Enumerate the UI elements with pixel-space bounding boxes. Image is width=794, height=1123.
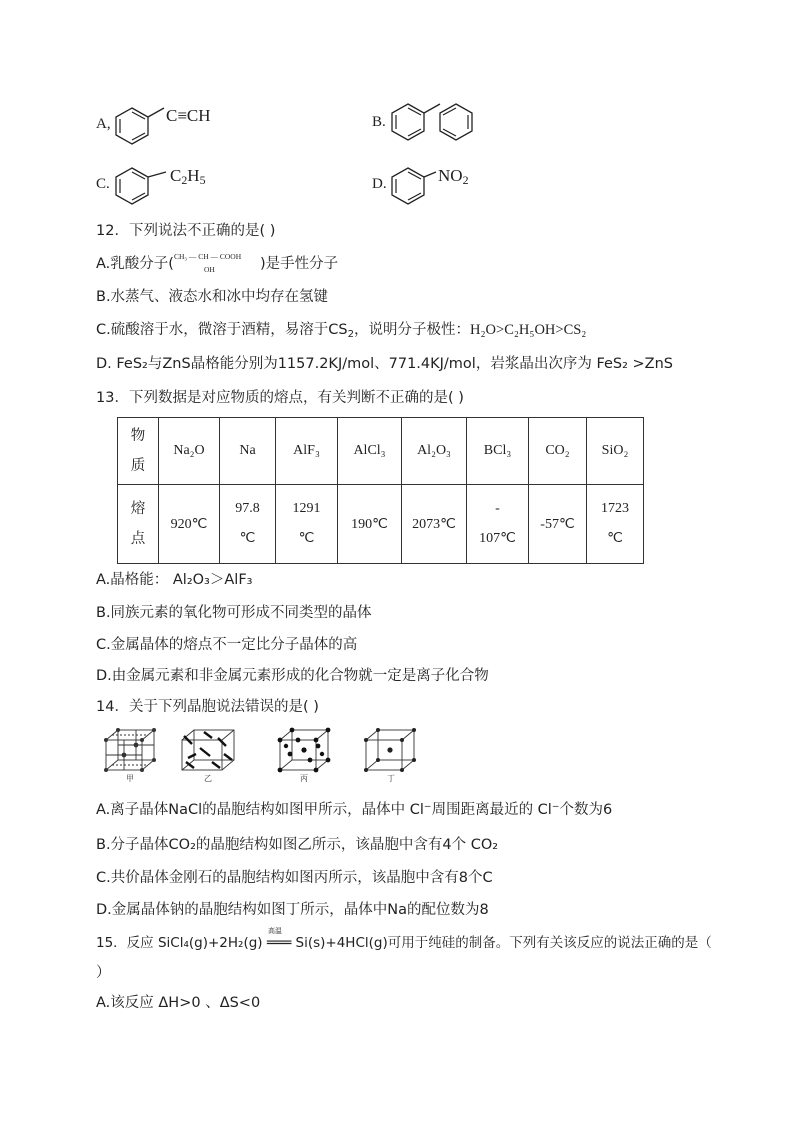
q12-option-b: B.水蒸气、液态水和冰中均存在氢键 bbox=[96, 289, 329, 305]
ethyl-label: $C_2H_5$ bbox=[170, 166, 206, 187]
table-cell: 190℃ bbox=[338, 485, 402, 564]
table-cell: 1291 ℃ bbox=[276, 485, 338, 564]
figure-label-ding: 丁 bbox=[387, 774, 395, 783]
table-cell: 920℃ bbox=[159, 485, 220, 564]
nacl-cell bbox=[106, 730, 154, 770]
q13-stem: 13．下列数据是对应物质的熔点，有关判断不正确的是( ) bbox=[96, 390, 464, 406]
table-cell: 1723 ℃ bbox=[587, 485, 644, 564]
table-cell: AlCl₃ bbox=[338, 418, 402, 485]
nitro-label: $NO_2$ bbox=[438, 166, 469, 187]
table-cell: Na bbox=[220, 418, 276, 485]
table-cell: - 107℃ bbox=[467, 485, 529, 564]
crystal-cells-figure bbox=[100, 724, 440, 784]
table-cell: 97.8 ℃ bbox=[220, 485, 276, 564]
q14-option-d: D.金属晶体钠的晶胞结构如图丁所示，晶体中Na的配位数为8 bbox=[96, 902, 489, 918]
q15-option-a: A.该反应 ΔH>0 、ΔS<0 bbox=[96, 995, 261, 1011]
option-c-letter: C. bbox=[96, 176, 110, 192]
q15-stem-line2: ） bbox=[96, 965, 111, 981]
q14-option-c: C.共价晶体金刚石的晶胞结构如图丙所示，该晶胞中含有8个C bbox=[96, 870, 493, 886]
table-cell: CO₂ bbox=[529, 418, 587, 485]
q14-option-b: B.分子晶体CO₂的晶胞结构如图乙所示，该晶胞中含有4个 CO₂ bbox=[96, 837, 499, 853]
table-cell: Na₂O bbox=[159, 418, 220, 485]
figure-label-yi: 乙 bbox=[204, 774, 212, 783]
q14-stem: 14．关于下列晶胞说法错误的是( ) bbox=[96, 699, 319, 715]
table-cell: Al₂O₃ bbox=[402, 418, 467, 485]
q15-stem-line1: 15．反应 SiCl₄(g)+2H₂(g) ═══ Si(s)+4HCl(g)可用于纯硅的制备。下列有关该反应的说法正确的是（ bbox=[96, 935, 712, 951]
ethylbenzene-structure bbox=[112, 158, 172, 208]
lactic-acid-formula: CH₃ — CH — COOH OH bbox=[173, 252, 242, 274]
table-header-substance: 物 质 bbox=[118, 418, 159, 485]
melting-point-table bbox=[117, 417, 644, 564]
table-cell: BCl₃ bbox=[467, 418, 529, 485]
q12-option-c: C.硫酸溶于水，微溶于酒精，易溶于$CS_2$，说明分子极性：H₂O>C₂H₅OH>CS₂ bbox=[96, 322, 587, 340]
option-d-letter: D. bbox=[372, 176, 387, 192]
reaction-condition: 高温 bbox=[268, 927, 282, 935]
q13-option-d: D.由金属元素和非金属元素形成的化合物就一定是离子化合物 bbox=[96, 668, 489, 684]
option-a-letter: A, bbox=[96, 116, 111, 132]
table-cell: -57℃ bbox=[529, 485, 587, 564]
q13-option-b: B.同族元素的氧化物可形成不同类型的晶体 bbox=[96, 605, 372, 621]
q14-option-a: A.离子晶体NaCl的晶胞结构如图甲所示，晶体中 Cl⁻周围距离最近的 Cl⁻个数为6 bbox=[96, 802, 613, 818]
figure-label-bing: 丙 bbox=[300, 774, 308, 783]
table-header-melting-point: 熔 点 bbox=[118, 485, 159, 564]
q13-option-a: A.晶格能： Al₂O₃＞AlF₃ bbox=[96, 572, 253, 588]
q12-option-d: D. FeS₂与ZnS晶格能分别为1157.2KJ/mol、771.4KJ/mol，岩浆晶出次序为 FeS₂ >ZnS bbox=[96, 356, 674, 372]
biphenyl-structure bbox=[388, 100, 488, 146]
q12-option-a: A.乳酸分子( CH₃ — CH — COOH OH )是手性分子 bbox=[96, 252, 339, 274]
q12-stem: 12．下列说法不正确的是( ) bbox=[96, 223, 276, 239]
table-cell: SiO₂ bbox=[587, 418, 644, 485]
table-cell: 2073℃ bbox=[402, 485, 467, 564]
q13-option-c: C.金属晶体的熔点不一定比分子晶体的高 bbox=[96, 637, 358, 653]
table-cell: AlF₃ bbox=[276, 418, 338, 485]
figure-label-jia: 甲 bbox=[126, 774, 134, 783]
option-b-letter: B. bbox=[372, 114, 386, 130]
ethynyl-label: C≡CH bbox=[166, 106, 211, 125]
